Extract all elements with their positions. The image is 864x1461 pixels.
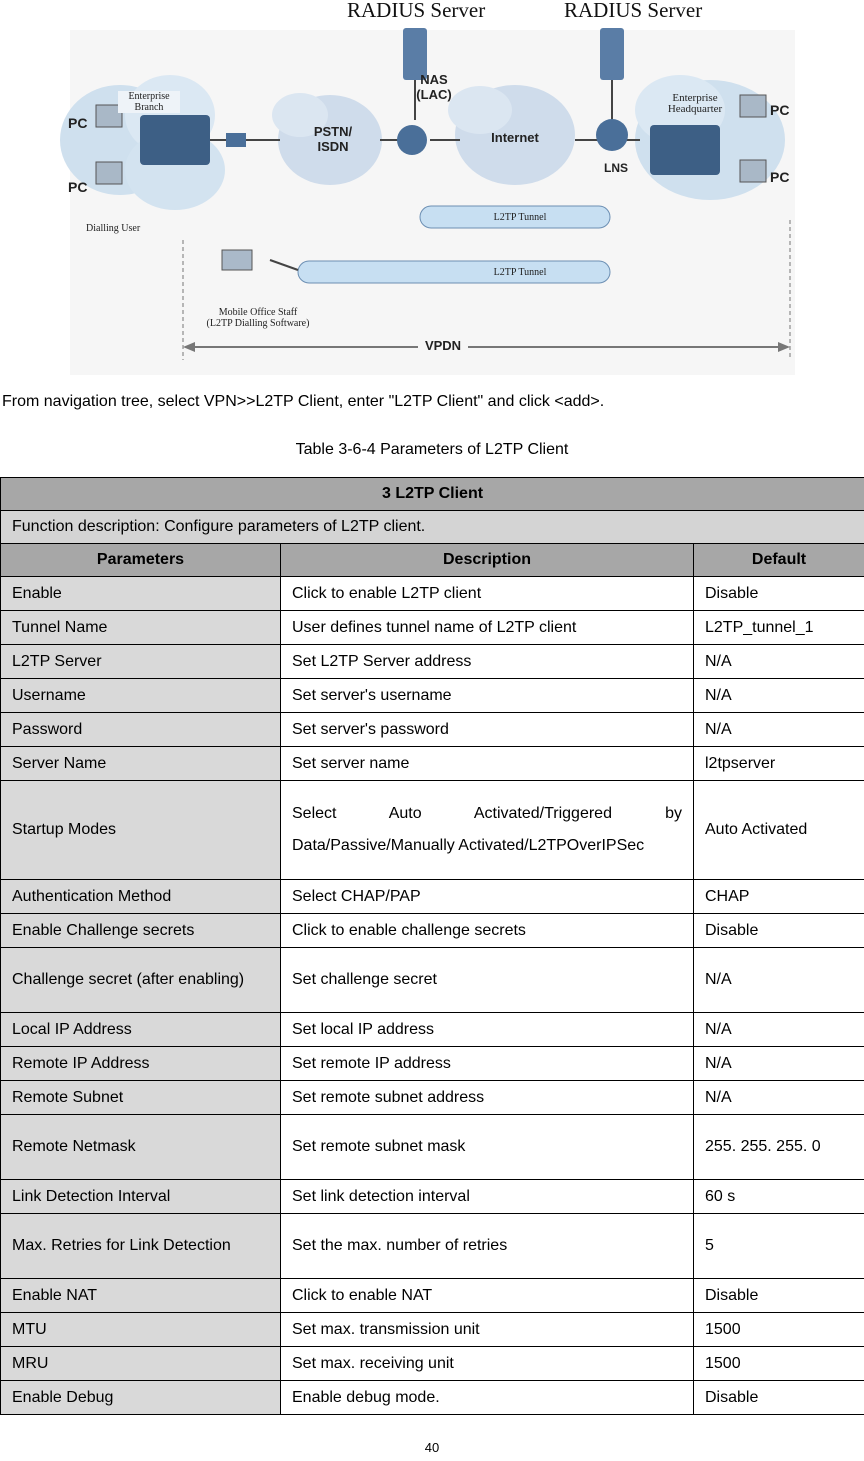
default-cell: 1500	[694, 1347, 864, 1381]
table-row	[1, 1381, 864, 1415]
table-row	[1, 880, 864, 914]
table-title: 3 L2TP Client	[1, 478, 864, 511]
table-row	[1, 1115, 864, 1180]
default-cell: N/A	[694, 645, 864, 679]
default-cell: 5	[694, 1214, 864, 1279]
vpdn-label: VPDN	[418, 340, 468, 351]
description-cell: Set the max. number of retries	[281, 1214, 694, 1279]
default-cell: Disable	[694, 577, 864, 611]
parameter-cell: Startup Modes	[1, 781, 281, 880]
description-cell: Set link detection interval	[281, 1180, 694, 1214]
parameter-cell: Link Detection Interval	[1, 1180, 281, 1214]
default-cell: 255. 255. 255. 0	[694, 1115, 864, 1180]
table-row	[1, 1214, 864, 1279]
nas-device-icon	[397, 125, 427, 155]
table-row	[1, 1081, 864, 1115]
description-cell: Click to enable L2TP client	[281, 577, 694, 611]
pc-label: PC	[68, 179, 88, 195]
table-row	[1, 914, 864, 948]
enterprise-headquarter-label: Enterprise Headquarter	[667, 92, 723, 115]
parameter-cell: Max. Retries for Link Detection	[1, 1214, 281, 1279]
parameter-cell: Password	[1, 713, 281, 747]
description-cell: Set L2TP Server address	[281, 645, 694, 679]
default-cell: N/A	[694, 948, 864, 1013]
table-row	[1, 1180, 864, 1214]
vpdn-network-diagram	[0, 0, 864, 380]
description-cell: Set challenge secret	[281, 948, 694, 1013]
laptop-icon	[222, 250, 252, 270]
pc-label: PC	[68, 115, 88, 131]
radius-server-right-icon	[600, 28, 624, 80]
description-cell: User defines tunnel name of L2TP client	[281, 611, 694, 645]
description-cell: Set remote subnet address	[281, 1081, 694, 1115]
parameter-cell: Remote Netmask	[1, 1115, 281, 1180]
table-row	[1, 1347, 864, 1381]
parameter-cell: Enable Debug	[1, 1381, 281, 1415]
pc-label: PC	[770, 169, 790, 185]
parameter-cell: MRU	[1, 1347, 281, 1381]
table-caption: Table 3-6-4 Parameters of L2TP Client	[295, 441, 569, 458]
parameter-cell: Tunnel Name	[1, 611, 281, 645]
default-cell: Disable	[694, 1279, 864, 1313]
instruction-text: From navigation tree, select VPN>>L2TP Client, enter "L2TP Client" and click <add>.	[2, 393, 605, 410]
default-cell: L2TP_tunnel_1	[694, 611, 864, 645]
default-cell: N/A	[694, 1047, 864, 1081]
table-row	[1, 948, 864, 1013]
l2tp-tunnel-bottom-label: L2TP Tunnel	[493, 267, 547, 278]
default-cell: N/A	[694, 1013, 864, 1047]
table-row	[1, 747, 864, 781]
description-cell: Select CHAP/PAP	[281, 880, 694, 914]
description-cell: Set remote subnet mask	[281, 1115, 694, 1180]
l2tp-tunnel-top-label: L2TP Tunnel	[493, 212, 547, 223]
description-cell: Select Auto Activated/Triggered by Data/Passive/Manually Activated/L2TPOverIPSec	[281, 781, 694, 880]
function-description: Function description: Configure parameters of L2TP client.	[1, 511, 864, 544]
description-cell: Click to enable NAT	[281, 1279, 694, 1313]
modem-icon	[226, 133, 246, 147]
lns-label: LNS	[604, 161, 628, 175]
internet-label: Internet	[491, 130, 539, 145]
parameter-cell: Enable NAT	[1, 1279, 281, 1313]
table-row	[1, 645, 864, 679]
table-row	[1, 1313, 864, 1347]
default-cell: 60 s	[694, 1180, 864, 1214]
parameter-cell: Enable Challenge secrets	[1, 914, 281, 948]
mobile-office-staff-label: Mobile Office Staff	[218, 307, 298, 318]
default-cell: Disable	[694, 1381, 864, 1415]
parameter-cell: L2TP Server	[1, 645, 281, 679]
header-parameters: Parameters	[1, 544, 281, 577]
default-cell: N/A	[694, 1081, 864, 1115]
nas-lac-label: NAS (LAC)	[416, 72, 452, 102]
description-cell: Set local IP address	[281, 1013, 694, 1047]
description-cell: Click to enable challenge secrets	[281, 914, 694, 948]
default-cell: N/A	[694, 679, 864, 713]
parameter-cell: Remote IP Address	[1, 1047, 281, 1081]
enterprise-branch-label: Enterprise Branch	[118, 91, 180, 113]
description-cell: Set server's password	[281, 713, 694, 747]
default-cell: N/A	[694, 713, 864, 747]
default-cell: CHAP	[694, 880, 864, 914]
table-row	[1, 713, 864, 747]
pc-label: PC	[770, 102, 790, 118]
table-row	[1, 781, 864, 880]
description-cell: Set max. transmission unit	[281, 1313, 694, 1347]
parameter-cell: Authentication Method	[1, 880, 281, 914]
default-cell: 1500	[694, 1313, 864, 1347]
pc-icon	[740, 160, 766, 182]
dialling-user-label: Dialling User	[86, 223, 141, 234]
parameter-cell: Server Name	[1, 747, 281, 781]
pstn-isdn-label: PSTN/ ISDN	[313, 124, 353, 154]
parameter-cell: Challenge secret (after enabling)	[1, 948, 281, 1013]
pc-icon	[740, 95, 766, 117]
table-row	[1, 577, 864, 611]
network-diagram-graphic	[0, 0, 864, 380]
l2tp-client-parameters-table	[0, 477, 864, 1415]
table-row	[1, 679, 864, 713]
default-cell: Disable	[694, 914, 864, 948]
radius-server-right-label: RADIUS Server	[564, 0, 703, 22]
table-row	[1, 611, 864, 645]
header-default: Default	[694, 544, 864, 577]
description-cell: Set server name	[281, 747, 694, 781]
default-cell: Auto Activated	[694, 781, 864, 880]
default-cell: l2tpserver	[694, 747, 864, 781]
table-row	[1, 1279, 864, 1313]
header-description: Description	[281, 544, 694, 577]
pc-icon	[96, 162, 122, 184]
page-number: 40	[424, 1440, 440, 1455]
description-cell: Set max. receiving unit	[281, 1347, 694, 1381]
parameter-cell: Local IP Address	[1, 1013, 281, 1047]
description-cell: Set remote IP address	[281, 1047, 694, 1081]
parameter-cell: Enable	[1, 577, 281, 611]
parameter-cell: Remote Subnet	[1, 1081, 281, 1115]
l2tp-dialling-software-label: (L2TP Dialling Software)	[206, 318, 310, 329]
description-cell: Set server's username	[281, 679, 694, 713]
description-cell: Enable debug mode.	[281, 1381, 694, 1415]
lns-router-icon	[596, 119, 628, 151]
table-row	[1, 1013, 864, 1047]
radius-server-left-label: RADIUS Server	[347, 0, 486, 22]
table-row	[1, 1047, 864, 1081]
parameter-cell: MTU	[1, 1313, 281, 1347]
parameter-cell: Username	[1, 679, 281, 713]
